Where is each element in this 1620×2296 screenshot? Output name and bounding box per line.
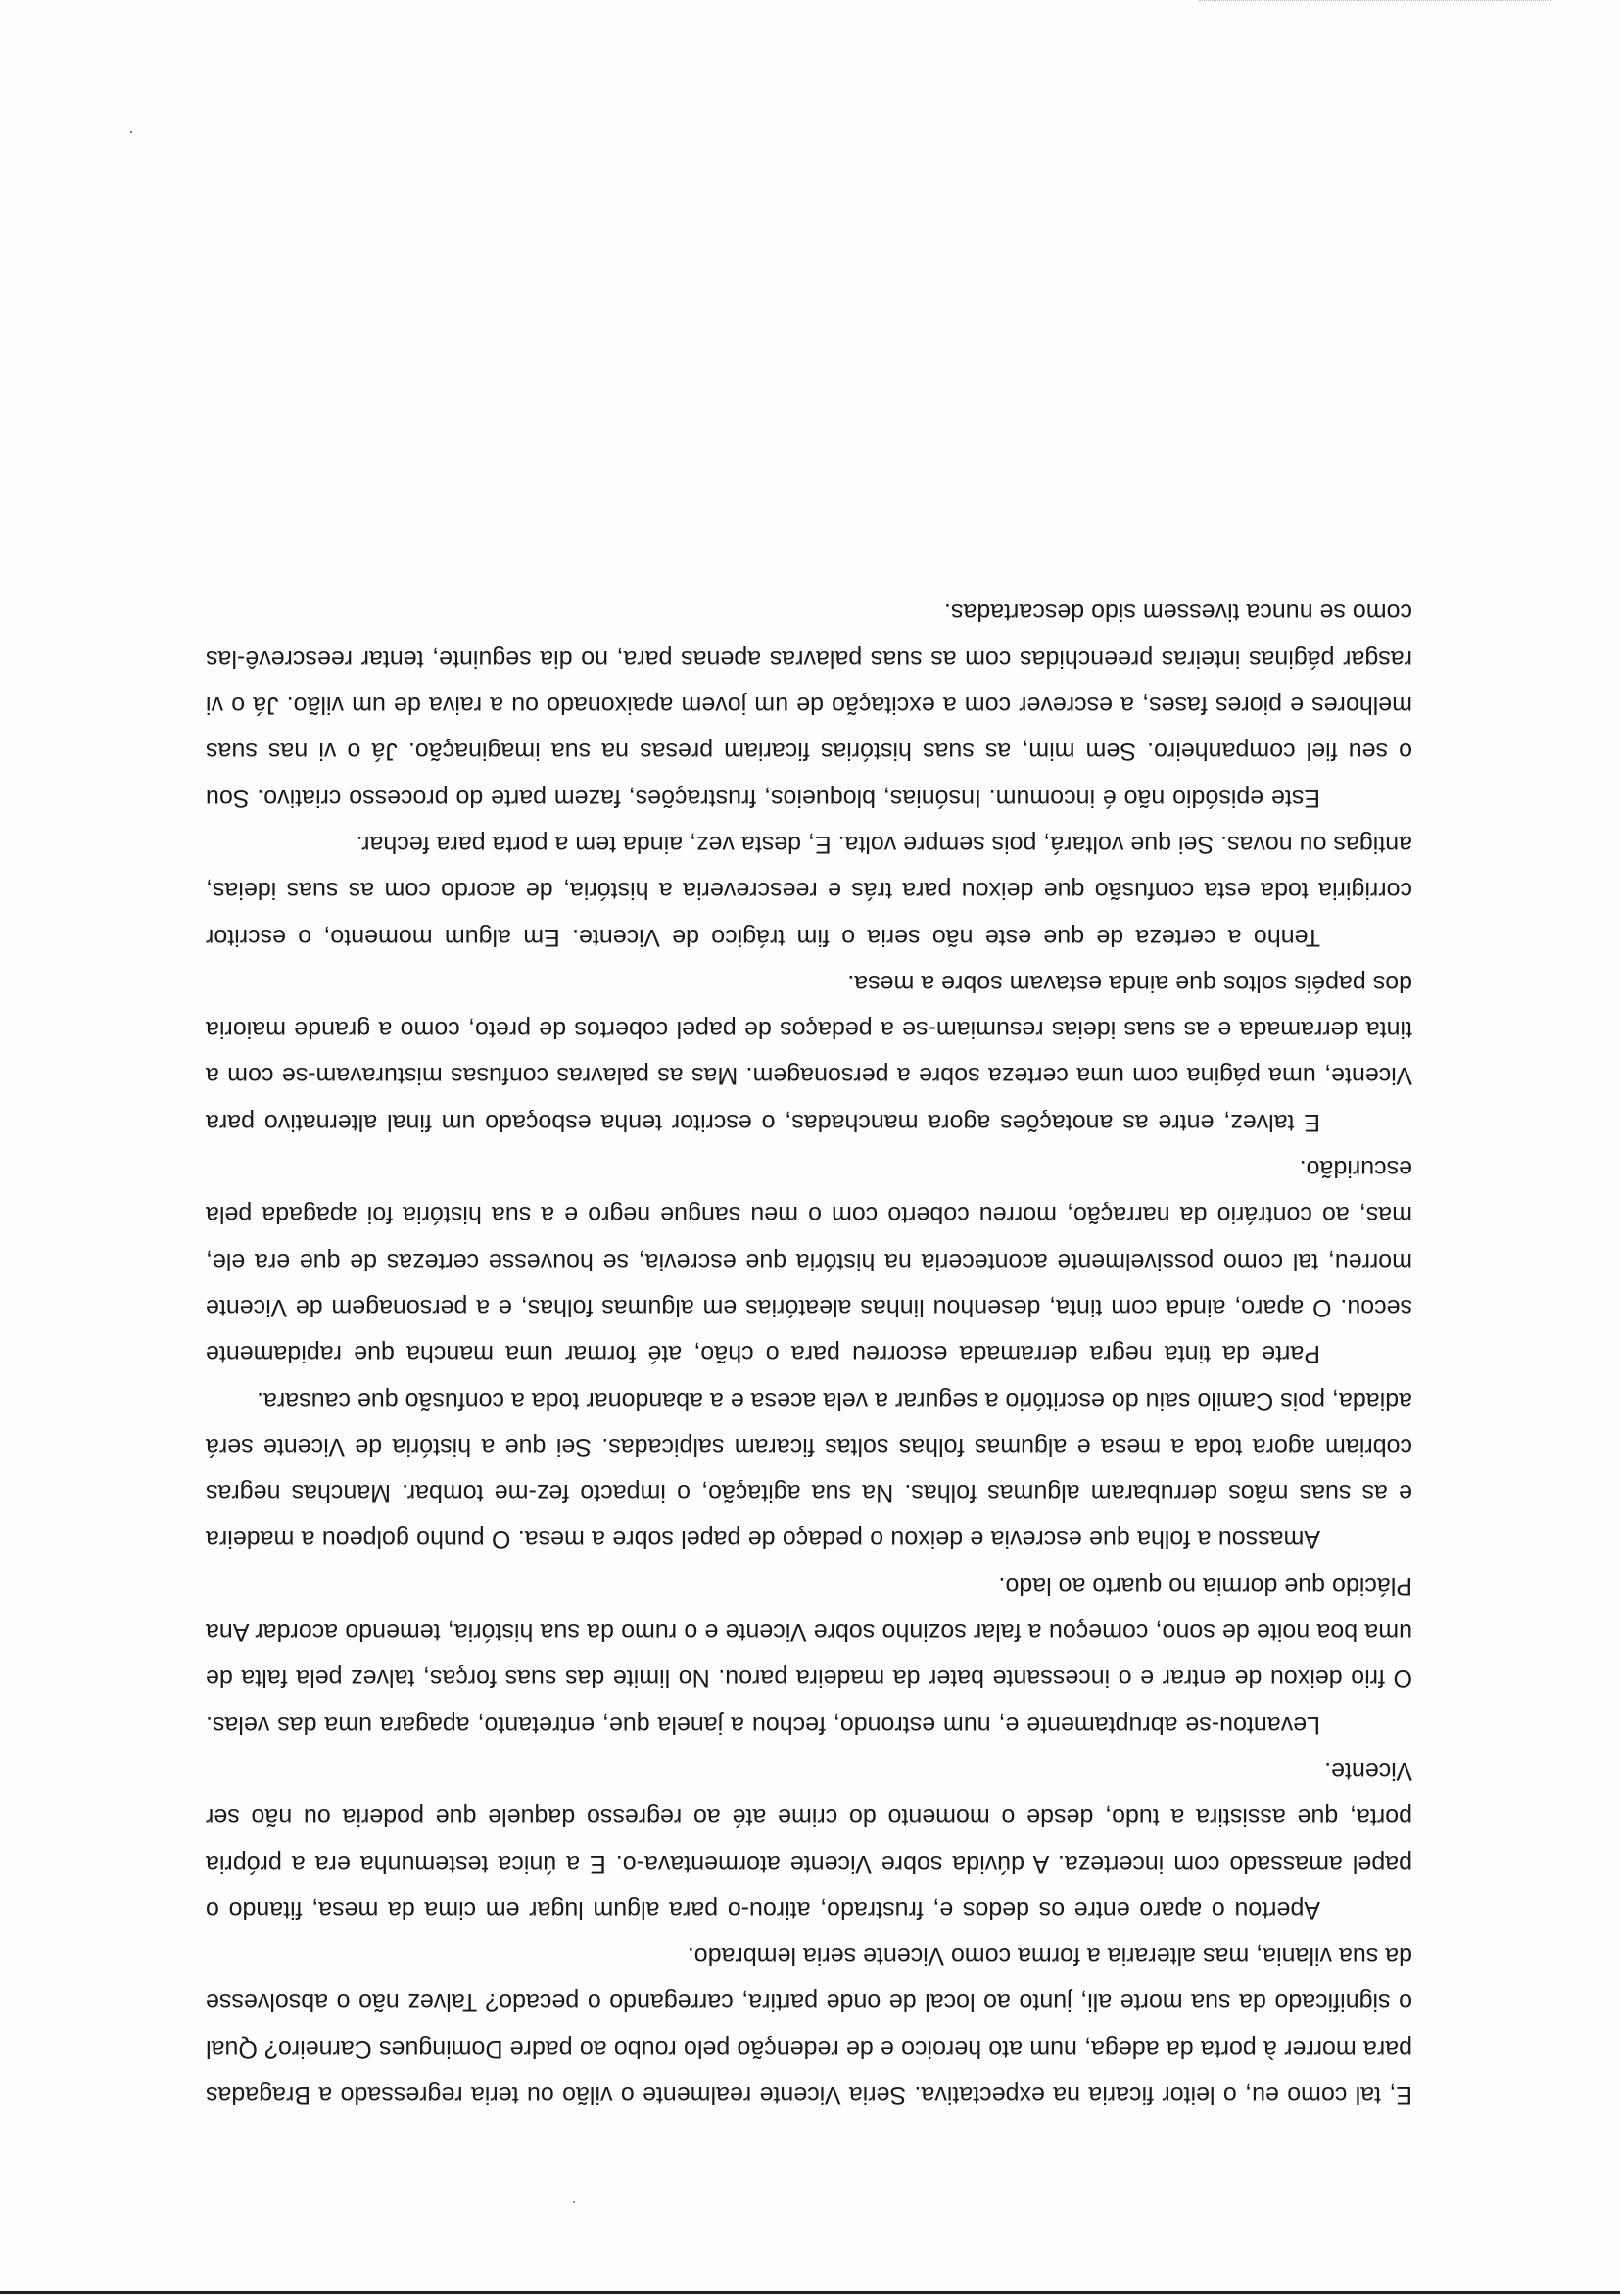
paragraph: E talvez, entre as anotações agora manchadas, o escritor tenha esboçado um final alternativo para Vicente, uma página com uma certeza sobre a personagem. Mas as palavras confusas misturavam-se com a tinta derramada e as suas ideias resumiam-se a pedaços de papel cobertos de preto, como a grande maioria dos papéis soltos que ainda estavam sobre a mesa. [206,969,1412,1136]
paragraph: Parte da tinta negra derramada escorreu para o chão, até formar uma mancha que rapidamente secou. O aparo, ainda com tinta, desenhou linhas aleatórias em algumas folhas, e a personagem de Vicente morreu, tal como possivelmente aconteceria na história que escrevia, se houvesse certezas de que era ele, mas, ao contrário da narração, morreu coberto com o meu sangue negro e a sua história foi apagada pela escuridão. [206,1155,1412,1368]
paragraph: Apertou o aparo entre os dedos e, frustrado, atirou-o para algum lugar em cima da mesa, fitando o papel amassado com incerteza. A dúvida sobre Vicente atormentava-o. E a única testemunha era a própria porta, que assistira a tudo, desde o momento do crime até ao regresso daquele que poderia ou não ser Vicente. [206,1756,1412,1924]
paragraph: Amassou a folha que escrevia e deixou o pedaço de papel sobre a mesa. O punho golpeou a madeira e as suas mãos derrubaram algumas folhas. Na sua agitação, o impacto fez-me tombar. Manchas negras cobriam agora toda a mesa e algumas folhas soltas ficaram salpicadas. Sei que a história de Vicente será adiada, pois Camilo saiu do escritório a segurar a vela acesa e a abandonar toda a confusão que causara. [206,1386,1412,1554]
paragraph: Levantou-se abruptamente e, num estrondo, fechou a janela que, entretanto, apagara uma das velas. O frio deixou de entrar e o incessante bater da madeira parou. No limite das suas forças, talvez pela falta de uma boa noite de sono, começou a falar sozinho sobre Vicente e o rumo da sua história, temendo acordar Ana Plácido que dormia no quarto ao lado. [206,1571,1412,1739]
paragraph: E, tal como eu, o leitor ficaria na expectativa. Seria Vicente realmente o vilão ou teria regressado a Bragadas para morrer à porta da adega, num ato heroico e de redenção pelo roubo ao padre Domingues Carneiro? Qual o significado da sua morte ali, junto ao local de onde partira, carregando o pecado? Talvez não o absolvesse da sua vilania, mas alteraria a forma como Vicente seria lembrado. [206,1942,1412,2109]
body-text [206,589,1412,2118]
paragraph: Este episódio não é incomum. Insónias, bloqueios, frustrações, fazem parte do processo criativo. Sou o seu fiel companheiro. Sem mim, as suas histórias ficariam presas na sua imaginação. Já o vi nas suas melhores e piores fases, a escrever com a excitação de um jovem apaixonado ou a raiva de um vilão. Já o vi rasgar páginas inteiras preenchidas com as suas palavras apenas para, no dia seguinte, tentar reescrevê-las como se nunca tivessem sido descartadas. [206,598,1412,812]
paragraph: Tenho a certeza de que este não seria o fim trágico de Vicente. Em algum momento, o escritor corrigiria toda esta confusão que deixou para trás e reescreveria a história, de acordo com as suas ideias, antigas ou novas. Sei que voltará, pois sempre volta. E, desta vez, ainda tem a porta para fechar. [206,830,1412,951]
